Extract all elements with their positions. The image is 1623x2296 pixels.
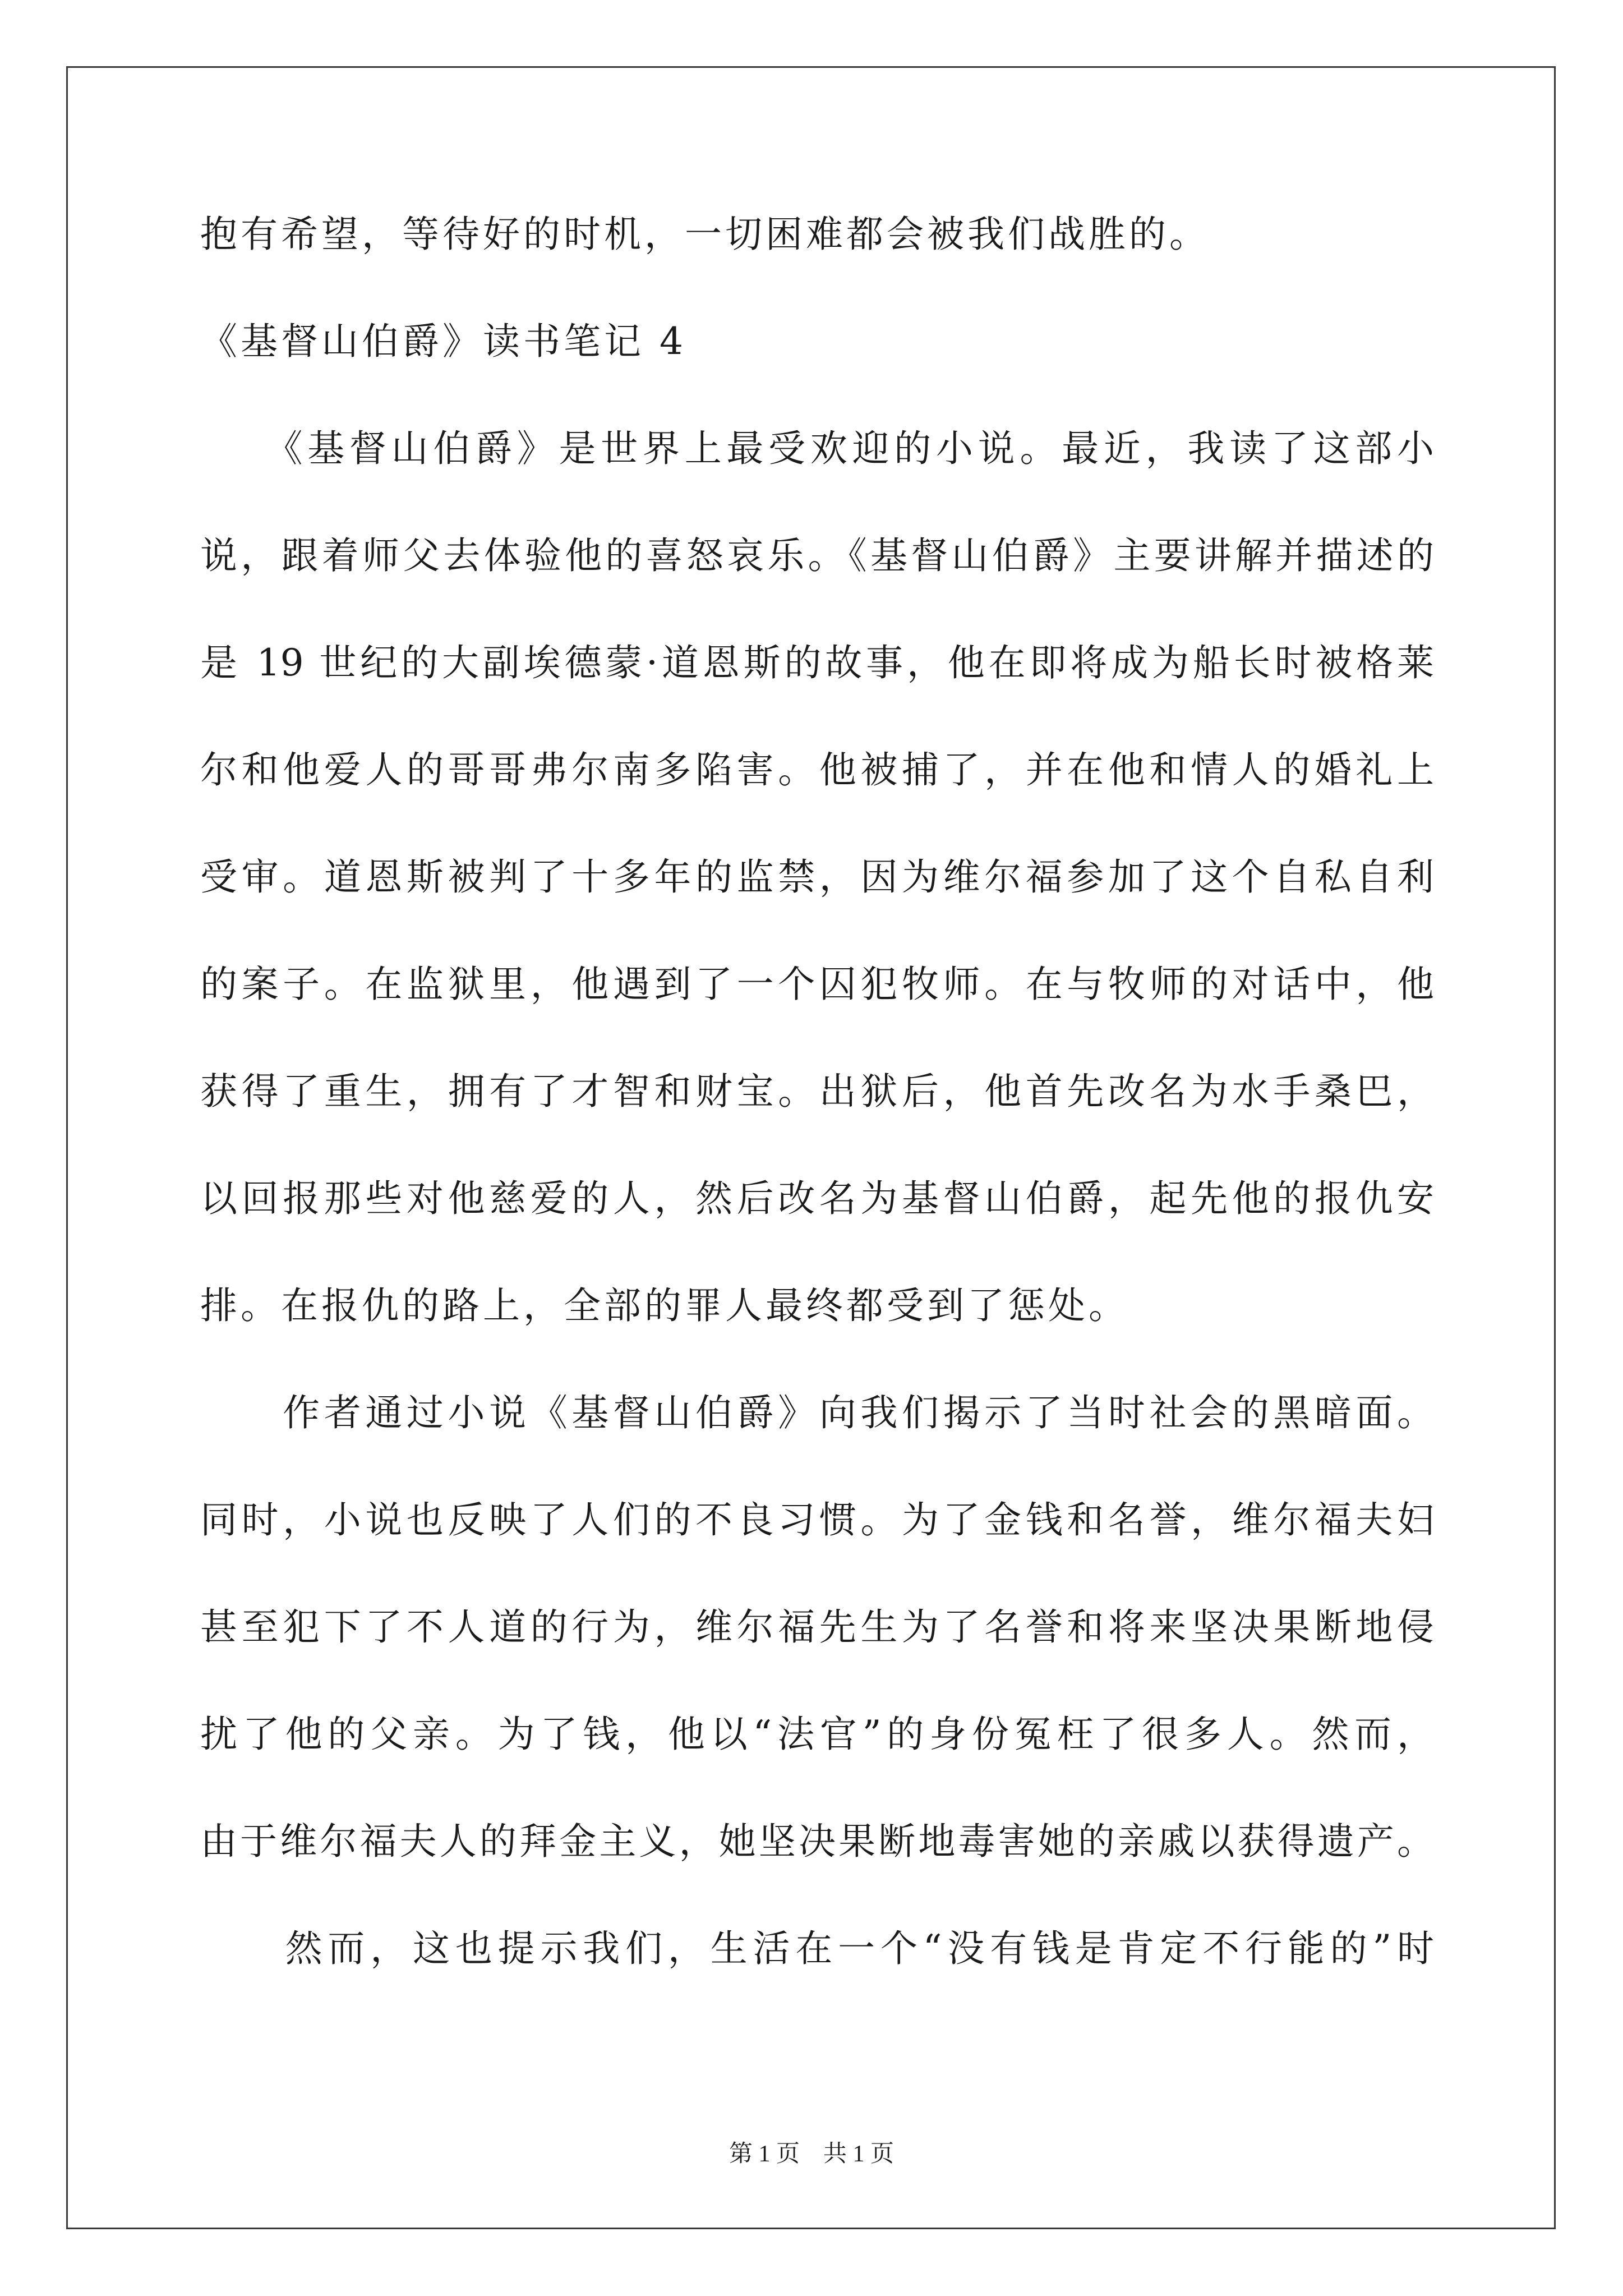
text-line: 是 19 世纪的大副埃德蒙·道恩斯的故事，他在即将成为船长时被格莱 xyxy=(200,641,1434,684)
page-total: 共 1 页 xyxy=(823,2141,895,2167)
page-border xyxy=(66,66,1556,2229)
text-line: 扰了他的父亲。为了钱，他以“法官”的身份冤枉了很多人。然而， xyxy=(200,1713,1434,1756)
text-line: 作者通过小说《基督山伯爵》向我们揭示了当时社会的黑暗面。 xyxy=(200,1391,1434,1434)
text-line: 获得了重生，拥有了才智和财宝。出狱后，他首先改名为水手桑巴， xyxy=(200,1070,1434,1113)
page-footer xyxy=(0,2135,1623,2169)
text-line: 然而，这也提示我们，生活在一个“没有钱是肯定不行能的”时 xyxy=(200,1927,1434,1970)
text-line: 以回报那些对他慈爱的人，然后改名为基督山伯爵，起先他的报仇安 xyxy=(200,1177,1434,1220)
text-line: 同时，小说也反映了人们的不良习惯。为了金钱和名誉，维尔福夫妇 xyxy=(200,1498,1434,1542)
text-line: 排。在报仇的路上，全部的罪人最终都受到了惩处。 xyxy=(200,1284,1129,1327)
text-line: 抱有希望，等待好的时机，一切困难都会被我们战胜的。 xyxy=(200,213,1210,256)
text-line: 甚至犯下了不人道的行为，维尔福先生为了名誉和将来坚决果断地侵 xyxy=(200,1605,1434,1649)
text-line: 《基督山伯爵》是世界上最受欢迎的小说。最近，我读了这部小 xyxy=(200,427,1434,470)
text-line: 的案子。在监狱里，他遇到了一个囚犯牧师。在与牧师的对话中，他 xyxy=(200,963,1434,1006)
text-line: 受审。道恩斯被判了十多年的监禁，因为维尔福参加了这个自私自利 xyxy=(200,855,1434,899)
text-line: 尔和他爱人的哥哥弗尔南多陷害。他被捕了，并在他和情人的婚礼上 xyxy=(200,748,1434,792)
section-heading: 《基督山伯爵》读书笔记 4 xyxy=(200,320,686,363)
page-number: 第 1 页 xyxy=(728,2141,800,2167)
text-line: 说，跟着师父去体验他的喜怒哀乐。《基督山伯爵》主要讲解并描述的 xyxy=(200,534,1434,577)
text-line: 由于维尔福夫人的拜金主义，她坚决果断地毒害她的亲戚以获得遗产。 xyxy=(200,1820,1434,1863)
